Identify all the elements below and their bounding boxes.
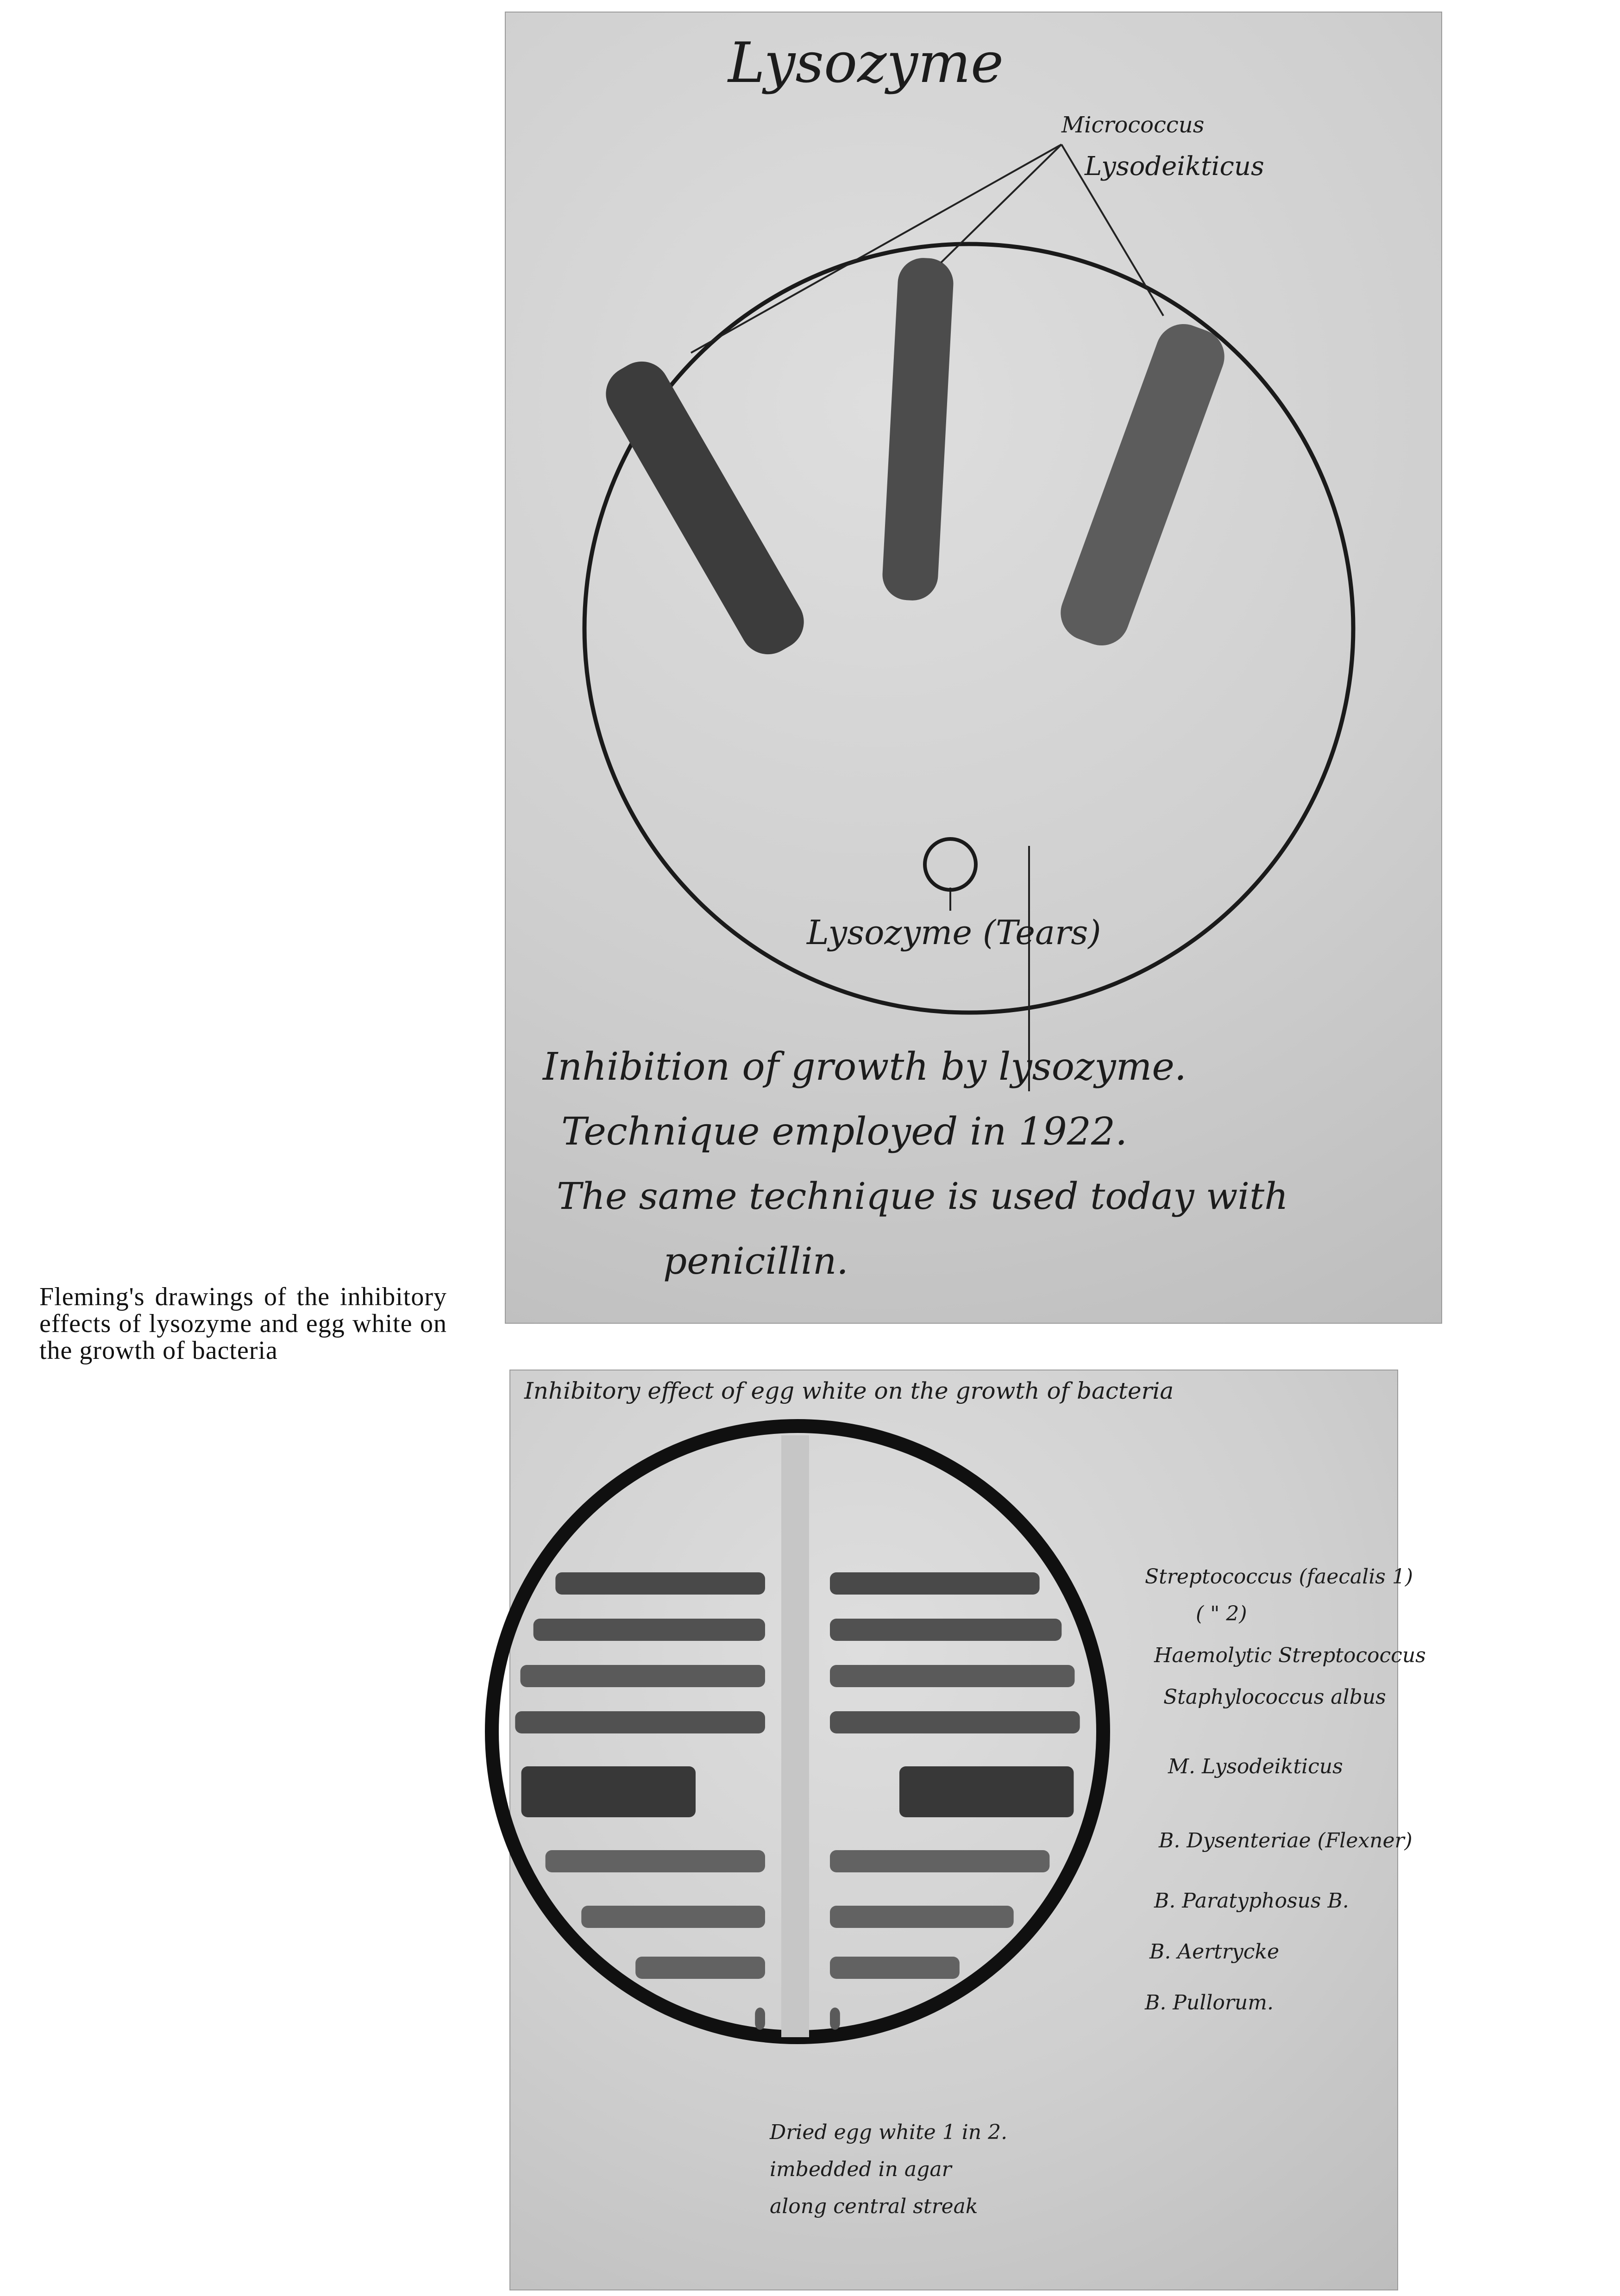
strain-label-8: B. Aertrycke bbox=[1149, 1940, 1280, 1964]
streak-8-right bbox=[830, 1957, 960, 1979]
streak-3-right bbox=[830, 1665, 1074, 1687]
note-line-4: penicillin. bbox=[663, 1239, 848, 1283]
footnote-line-3: along central streak bbox=[770, 2195, 978, 2218]
strain-label-6: B. Dysenteriae (Flexner) bbox=[1159, 1829, 1413, 1852]
central-egg-white-streak bbox=[781, 1435, 809, 2037]
streak-5-left bbox=[521, 1766, 696, 1817]
petri-dish-outline bbox=[584, 244, 1353, 1013]
streak-1-left bbox=[555, 1572, 765, 1595]
streak-6-right bbox=[830, 1850, 1049, 1872]
well-label: Lysozyme (Tears) bbox=[807, 913, 1101, 952]
figure-caption: Fleming's drawings of the inhibitory effects of lysozyme and egg white on the growth of bacteria bbox=[39, 1283, 447, 1365]
streak-right bbox=[1053, 316, 1232, 653]
bacterial-streaks bbox=[596, 257, 1232, 664]
streak-4-right bbox=[830, 1711, 1080, 1733]
streak-6-left bbox=[546, 1850, 765, 1872]
streak-5-right bbox=[899, 1766, 1074, 1817]
streak-3-left bbox=[521, 1665, 765, 1687]
strain-label-7: B. Paratyphosus B. bbox=[1154, 1889, 1349, 1913]
strain-label-4: Staphylococcus albus bbox=[1163, 1685, 1386, 1709]
egg-white-drawing bbox=[509, 1370, 1426, 2290]
lysozyme-well bbox=[925, 839, 976, 890]
streak-middle bbox=[881, 257, 955, 601]
organism-label-line1: Micrococcus bbox=[1061, 112, 1205, 138]
strain-label-2: ( " 2) bbox=[1196, 1602, 1247, 1626]
streak-4-left bbox=[515, 1711, 765, 1733]
streak-2-right bbox=[830, 1619, 1061, 1641]
streak-2-left bbox=[534, 1619, 765, 1641]
streak-7-left bbox=[581, 1906, 765, 1928]
streak-8-left bbox=[635, 1957, 765, 1979]
plate-title: Lysozyme bbox=[728, 31, 1004, 95]
streak-1-right bbox=[830, 1572, 1040, 1595]
plate-title: Inhibitory effect of egg white on the growth of bacteria bbox=[524, 1377, 1174, 1404]
streak-9-right bbox=[830, 2008, 840, 2030]
organism-label-line2: Lysodeikticus bbox=[1085, 151, 1264, 181]
note-line-1: Inhibition of growth by lysozyme. bbox=[543, 1045, 1187, 1089]
footnote-line-2: imbedded in agar bbox=[770, 2158, 952, 2181]
lysozyme-drawing bbox=[505, 12, 1442, 1324]
footnote-line-1: Dried egg white 1 in 2. bbox=[770, 2121, 1008, 2144]
strain-label-9: B. Pullorum. bbox=[1145, 1991, 1274, 2014]
strain-label-3: Haemolytic Streptococcus bbox=[1154, 1644, 1426, 1667]
strain-label-1: Streptococcus (faecalis 1) bbox=[1145, 1565, 1413, 1589]
streak-9-left bbox=[755, 2008, 765, 2030]
note-line-2: Technique employed in 1922. bbox=[561, 1110, 1128, 1154]
strain-label-5: M. Lysodeikticus bbox=[1168, 1755, 1343, 1778]
streak-left bbox=[596, 351, 814, 664]
note-line-3: The same technique is used today with bbox=[557, 1175, 1288, 1218]
streak-7-right bbox=[830, 1906, 1014, 1928]
